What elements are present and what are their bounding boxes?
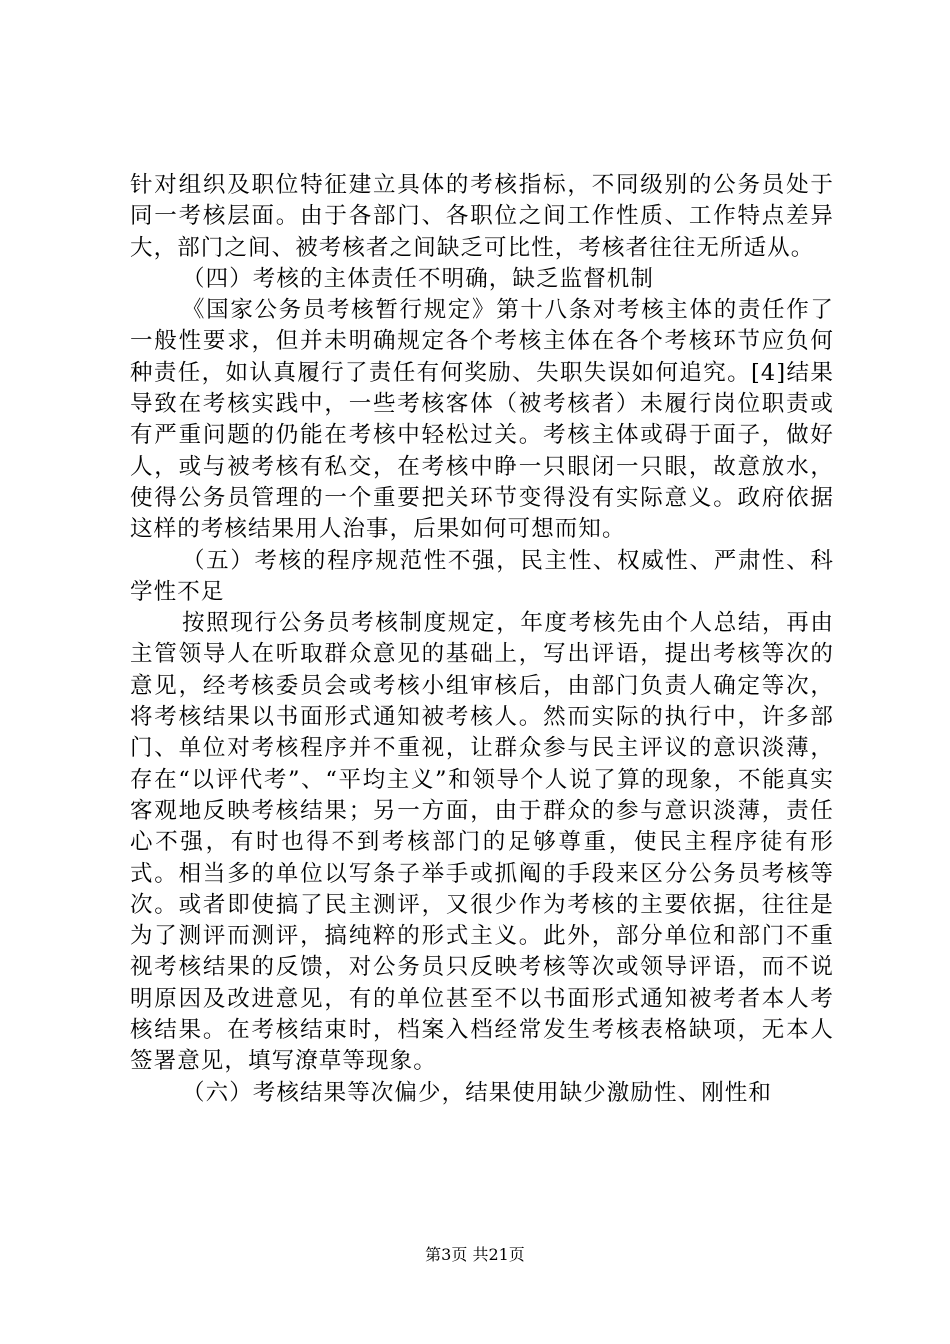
paragraph-section-4: 《国家公务员考核暂行规定》第十八条对考核主体的责任作了一般性要求，但并未明确规定各个考核主体在各个考核环节应负何种责任，如认真履行了责任有何奖励、失职失误如何追究。[4]结果导致在考核实践中，一些考核客体（被考核者）未履行岗位职责或有严重问题的仍能在考核中轻松过关。考核主体或碍于面子，做好人，或与被考核有私交，在考核中睁一只眼闭一只眼，故意放水，使得公务员管理的一个重要把关环节变得没有实际意义。政府依据这样的考核结果用人治事，后果如何可想而知。 <box>130 297 834 543</box>
page-number-footer: 第3页 共21页 <box>425 1245 525 1264</box>
paragraph-section-5: 按照现行公务员考核制度规定，年度考核先由个人总结，再由主管领导人在听取群众意见的基础上，写出评语，提出考核等次的意见，经考核委员会或考核小组审核后，由部门负责人确定等次，将考核结果以书面形式通知被考核人。然而实际的执行中，许多部门、单位对考核程序并不重视，让群众参与民主评议的意识淡薄，存在“以评代考”、“平均主义”和领导个人说了算的现象，不能真实客观地反映考核结果；另一方面，由于群众的参与意识淡薄，责任心不强，有时也得不到考核部门的足够尊重，使民主程序徒有形式。相当多的单位以写条子举手或抓阄的手段来区分公务员考核等次。或者即使搞了民主测评，又很少作为考核的主要依据，往往是为了测评而测评，搞纯粹的形式主义。此外，部分单位和部门不重视考核结果的反馈，对公务员只反映考核等次或领导评语，而不说明原因及改进意见，有的单位甚至不以书面形式通知被考者本人考核结果。在考核结束时，档案入档经常发生考核表格缺项，无本人签署意见，填写潦草等现象。 <box>130 610 834 1075</box>
document-body <box>130 170 834 1109</box>
section-heading-6: （六）考核结果等次偏少，结果使用缺少激励性、刚性和 <box>182 1079 773 1106</box>
paragraph-continuation: 针对组织及职位特征建立具体的考核指标，不同级别的公务员处于同一考核层面。由于各部门、各职位之间工作性质、工作特点差异大，部门之间、被考核者之间缺乏可比性，考核者往往无所适从。 <box>130 172 834 261</box>
section-heading-5: （五）考核的程序规范性不强，民主性、权威性、严肃性、科学性不足 <box>130 547 834 605</box>
section-heading-4: （四）考核的主体责任不明确，缺乏监督机制 <box>182 265 655 292</box>
